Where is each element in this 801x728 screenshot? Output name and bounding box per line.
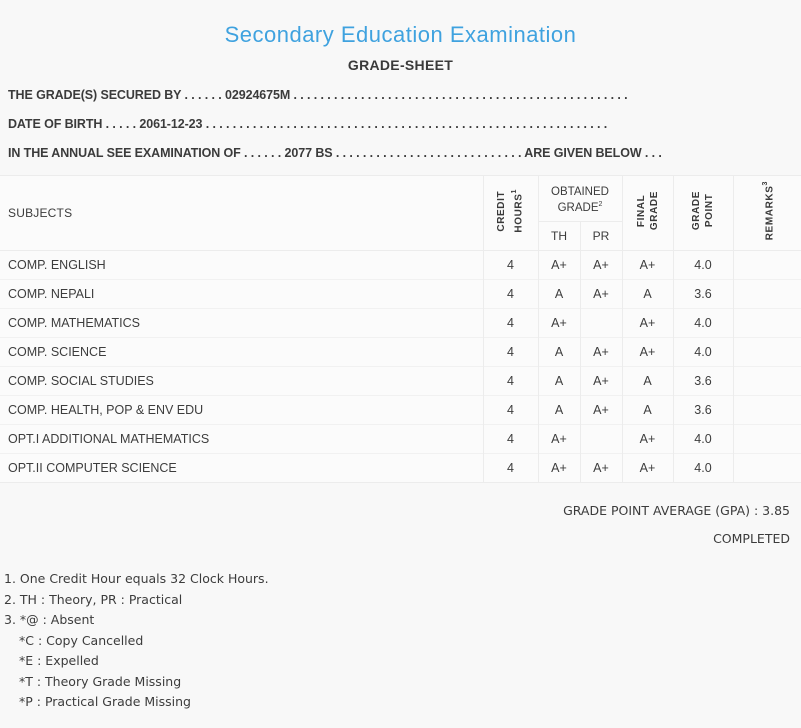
final-grade-cell: A+ bbox=[622, 338, 673, 367]
grade-table bbox=[0, 175, 801, 483]
table-row bbox=[0, 251, 801, 280]
final-grade-cell: A+ bbox=[622, 309, 673, 338]
final-grade-cell: A bbox=[622, 280, 673, 309]
th-grade-cell: A bbox=[538, 338, 580, 367]
footnotes bbox=[0, 569, 801, 713]
footnote-line: 2. TH : Theory, PR : Practical bbox=[4, 591, 183, 607]
final-grade-cell: A+ bbox=[622, 425, 673, 454]
column-header-th: TH bbox=[538, 222, 580, 251]
subject-cell: COMP. HEALTH, POP & ENV EDU bbox=[0, 396, 483, 425]
subject-cell: COMP. SCIENCE bbox=[0, 338, 483, 367]
page-title: Secondary Education Examination bbox=[224, 22, 577, 47]
grade-table-body bbox=[0, 251, 801, 483]
footnote-line: 3. *@ : Absent bbox=[4, 612, 95, 627]
gpa-value: 3.85 bbox=[762, 503, 790, 518]
subject-cell: COMP. NEPALI bbox=[0, 280, 483, 309]
credit-hours-rotated-label: CREDIT HOURS$^1$ bbox=[496, 188, 525, 233]
summary-section bbox=[0, 497, 801, 553]
pr-grade-cell bbox=[580, 425, 622, 454]
final-grade-cell: A+ bbox=[622, 251, 673, 280]
credit-hours-cell: 4 bbox=[483, 367, 538, 396]
grade-table-header bbox=[0, 176, 801, 251]
table-row bbox=[0, 396, 801, 425]
table-row bbox=[0, 338, 801, 367]
footnote-line: *T : Theory Grade Missing bbox=[19, 673, 182, 689]
grade-point-cell: 3.6 bbox=[673, 367, 733, 396]
gpa-line bbox=[0, 497, 790, 525]
subject-cell: COMP. SOCIAL STUDIES bbox=[0, 367, 483, 396]
remarks-cell bbox=[733, 425, 801, 454]
page-header bbox=[0, 0, 801, 73]
grade-point-cell: 4.0 bbox=[673, 454, 733, 483]
grade-sheet-heading: GRADE-SHEET bbox=[347, 57, 454, 73]
info-line: IN THE ANNUAL SEE EXAMINATION OF . . . . . . 2077 BS . . . . . . . . . . . . . . . . . . . . . . . . . . . . ARE GIVEN BELOW . . . bbox=[8, 146, 662, 160]
th-grade-cell: A+ bbox=[538, 454, 580, 483]
pr-grade-cell: A+ bbox=[580, 338, 622, 367]
remarks-cell bbox=[733, 338, 801, 367]
grade-point-cell: 4.0 bbox=[673, 425, 733, 454]
subject-cell: OPT.I ADDITIONAL MATHEMATICS bbox=[0, 425, 483, 454]
footnote-line: *C : Copy Cancelled bbox=[19, 632, 144, 648]
final-grade-cell: A+ bbox=[622, 454, 673, 483]
grade-point-cell: 4.0 bbox=[673, 338, 733, 367]
column-header-subjects: SUBJECTS bbox=[0, 176, 483, 251]
table-row bbox=[0, 454, 801, 483]
final-grade-cell: A bbox=[622, 367, 673, 396]
info-line: THE GRADE(S) SECURED BY . . . . . . 02924675M . . . . . . . . . . . . . . . . . . . . . . . . . . . . . . . . . . . . . . . . . . . . . . . . . . bbox=[8, 88, 628, 102]
remarks-cell bbox=[733, 367, 801, 396]
credit-hours-cell: 4 bbox=[483, 425, 538, 454]
grade-point-cell: 3.6 bbox=[673, 280, 733, 309]
footnote-line: 1. One Credit Hour equals 32 Clock Hours. bbox=[4, 571, 269, 586]
remarks-cell bbox=[733, 251, 801, 280]
credit-hours-cell: 4 bbox=[483, 251, 538, 280]
pr-grade-cell: A+ bbox=[580, 367, 622, 396]
info-line: DATE OF BIRTH . . . . . 2061-12-23 . . . . . . . . . . . . . . . . . . . . . . . . . . . . . . . . . . . . . . . . . . . . . . . . . . . . . . . . . . . . bbox=[8, 117, 608, 131]
subject-cell: COMP. MATHEMATICS bbox=[0, 309, 483, 338]
remarks-cell bbox=[733, 280, 801, 309]
grade-point-cell: 4.0 bbox=[673, 251, 733, 280]
info-lines bbox=[0, 81, 801, 168]
final-grade-cell: A bbox=[622, 396, 673, 425]
pr-grade-cell: A+ bbox=[580, 251, 622, 280]
th-grade-cell: A+ bbox=[538, 309, 580, 338]
footnote-line: *E : Expelled bbox=[19, 653, 99, 668]
pr-grade-cell: A+ bbox=[580, 454, 622, 483]
th-grade-cell: A bbox=[538, 280, 580, 309]
column-header-credit-hours bbox=[483, 176, 538, 251]
th-grade-cell: A bbox=[538, 367, 580, 396]
credit-hours-cell: 4 bbox=[483, 396, 538, 425]
column-header-grade-point bbox=[673, 176, 733, 251]
pr-grade-cell: A+ bbox=[580, 280, 622, 309]
th-grade-cell: A bbox=[538, 396, 580, 425]
table-row bbox=[0, 367, 801, 396]
table-row bbox=[0, 425, 801, 454]
column-header-obtained-grade: OBTAINED GRADE$^2$ bbox=[538, 176, 622, 222]
column-header-remarks bbox=[733, 176, 801, 251]
column-header-final-grade bbox=[622, 176, 673, 251]
pr-grade-cell bbox=[580, 309, 622, 338]
remarks-rotated-label: REMARKS$^3$ bbox=[761, 180, 775, 241]
remarks-cell bbox=[733, 309, 801, 338]
remarks-cell bbox=[733, 396, 801, 425]
subject-cell: COMP. ENGLISH bbox=[0, 251, 483, 280]
credit-hours-cell: 4 bbox=[483, 309, 538, 338]
credit-hours-cell: 4 bbox=[483, 280, 538, 309]
gpa-label: GRADE POINT AVERAGE (GPA) : bbox=[563, 503, 763, 518]
remarks-cell bbox=[733, 454, 801, 483]
grade-point-cell: 3.6 bbox=[673, 396, 733, 425]
subject-cell: OPT.II COMPUTER SCIENCE bbox=[0, 454, 483, 483]
pr-grade-cell: A+ bbox=[580, 396, 622, 425]
status-text: COMPLETED bbox=[713, 531, 790, 546]
grade-point-cell: 4.0 bbox=[673, 309, 733, 338]
table-row bbox=[0, 309, 801, 338]
table-row bbox=[0, 280, 801, 309]
credit-hours-cell: 4 bbox=[483, 454, 538, 483]
footnote-line: *P : Practical Grade Missing bbox=[19, 694, 191, 709]
final-grade-rotated-label: FINAL GRADE bbox=[635, 190, 660, 231]
th-grade-cell: A+ bbox=[538, 425, 580, 454]
th-grade-cell: A+ bbox=[538, 251, 580, 280]
credit-hours-cell: 4 bbox=[483, 338, 538, 367]
grade-point-rotated-label: GRADE POINT bbox=[691, 190, 715, 231]
column-header-pr: PR bbox=[580, 222, 622, 251]
